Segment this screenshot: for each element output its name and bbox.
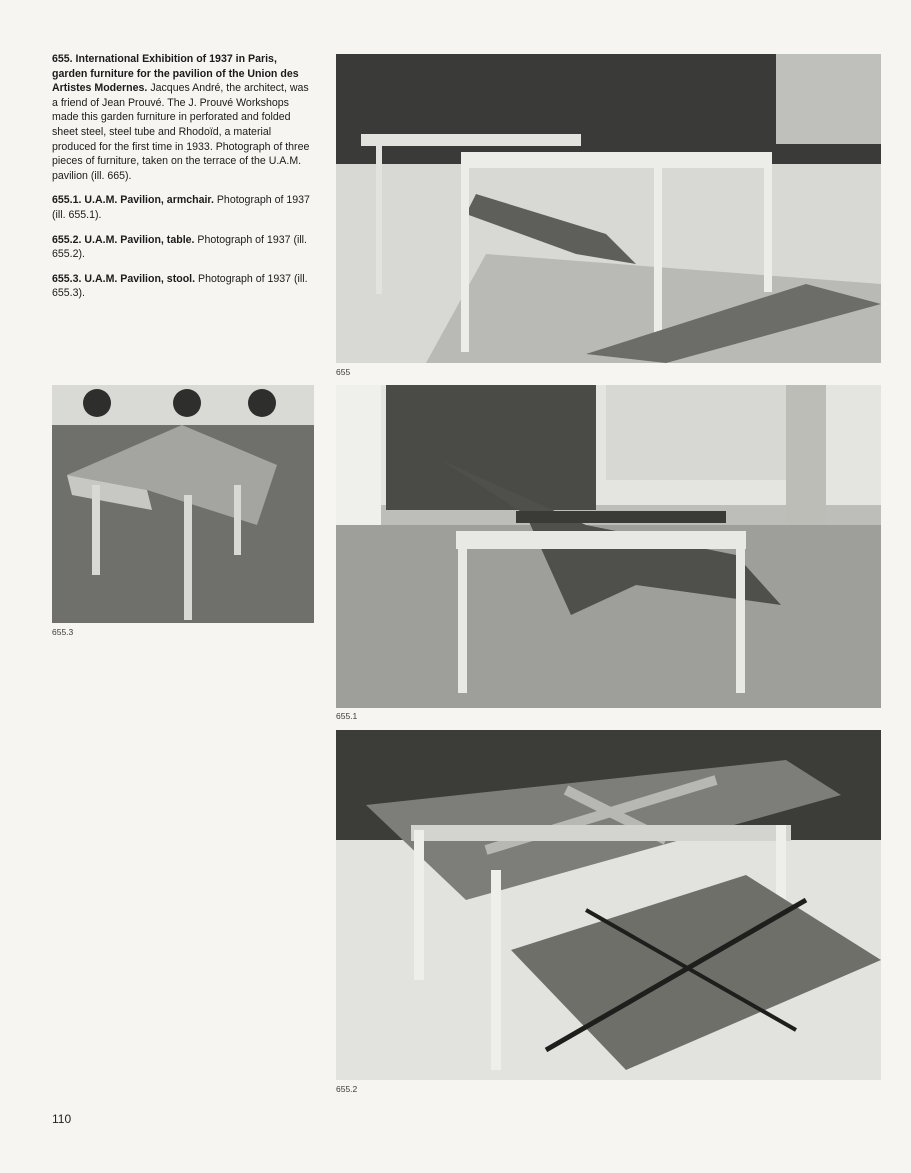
- paragraph-655: [52, 52, 314, 183]
- photo-655-2-table: [336, 730, 881, 1080]
- page-number: 110: [52, 1112, 72, 1126]
- body-655-1: Photograph of 1937 (ill. 655.1).: [52, 194, 310, 221]
- paragraph-655-2: [52, 233, 314, 262]
- body-655: Jacques André, the architect, was a friend of Jean Prouvé. The J. Prouvé Workshops made this garden furniture in perforated and folded sheet steel, steel tube and Rhodoïd, a material produced for the first time in 1933. Photograph of three pieces of furniture, taken on the terrace of the U.A.M. pavilion (ill. 665).: [52, 82, 310, 182]
- body-655-2: Photograph of 1937 (ill. 655.2).: [52, 233, 307, 261]
- paragraph-655-1: [52, 193, 314, 222]
- photo-655-1-armchair: [336, 385, 881, 708]
- paragraph-655-3: [52, 272, 314, 301]
- heading-655: 655. International Exhibition of 1937 in Paris, garden furniture for the pavilion of the Union des Artistes Modernes.: [52, 53, 299, 95]
- photo-655-terrace: [336, 54, 881, 363]
- caption-text-block: [52, 52, 314, 311]
- caption-655-3: 655.3: [52, 627, 74, 637]
- heading-655-1: 655.1. U.A.M. Pavilion, armchair.: [52, 194, 214, 207]
- heading-655-3: 655.3. U.A.M. Pavilion, stool.: [52, 272, 196, 285]
- photo-655-3-stool: [52, 385, 314, 623]
- heading-655-2: 655.2. U.A.M. Pavilion, table.: [52, 233, 195, 246]
- body-655-3: Photograph of 1937 (ill. 655.3).: [52, 272, 308, 300]
- caption-655-1: 655.1: [336, 711, 358, 721]
- caption-655: 655: [336, 367, 351, 377]
- caption-655-2: 655.2: [336, 1084, 358, 1094]
